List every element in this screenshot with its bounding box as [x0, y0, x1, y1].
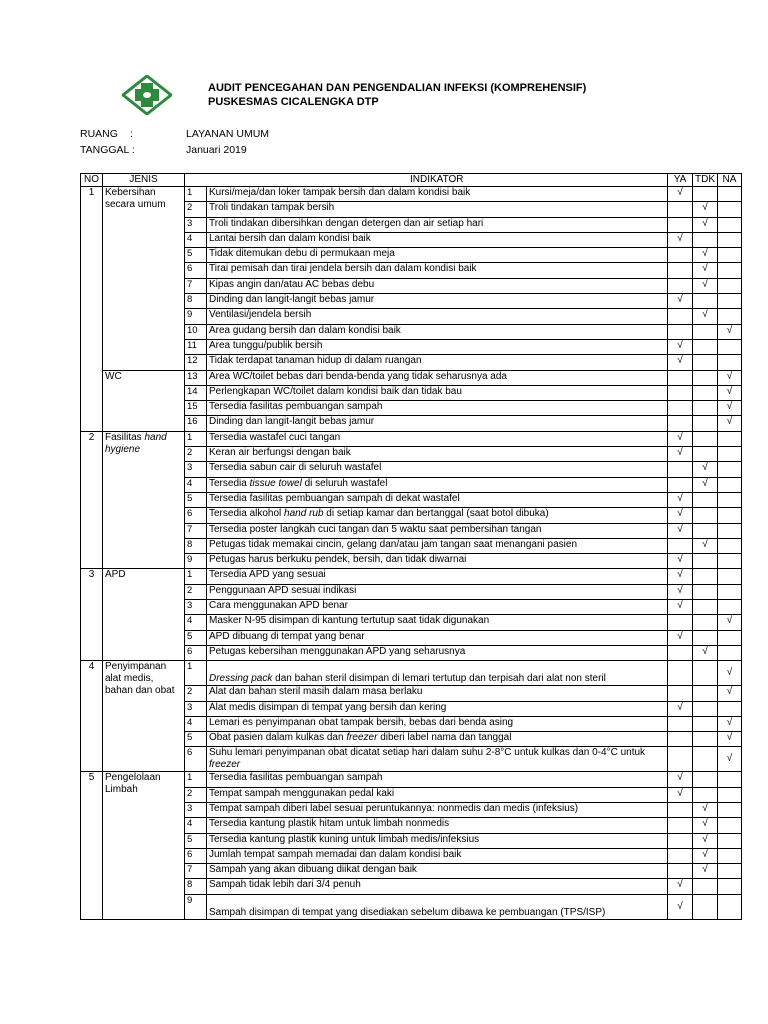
- item-number: 3: [185, 217, 207, 232]
- na-mark: √: [718, 686, 742, 701]
- item-number: 1: [185, 772, 207, 787]
- col-jenis: JENIS: [103, 174, 185, 187]
- tdk-mark: [693, 431, 718, 446]
- jenis-cell: Fasilitas hand hygiene: [103, 431, 185, 569]
- ya-mark: √: [668, 630, 693, 645]
- na-mark: [718, 431, 742, 446]
- tdk-mark: √: [693, 278, 718, 293]
- na-mark: √: [718, 416, 742, 431]
- indikator-text: Sampah tidak lebih dari 3/4 penuh: [207, 879, 668, 894]
- item-number: 11: [185, 339, 207, 354]
- tdk-mark: [693, 355, 718, 370]
- indikator-text: Tersedia alkohol hand rub di setiap kamar dan bertanggal (saat botol dibuka): [207, 508, 668, 523]
- na-mark: [718, 894, 742, 919]
- indikator-text: Area gudang bersih dan dalam kondisi baik: [207, 324, 668, 339]
- ya-mark: [668, 385, 693, 400]
- na-mark: √: [718, 401, 742, 416]
- indikator-text: Petugas tidak memakai cincin, gelang dan/atau jam tangan saat menangani pasien: [207, 538, 668, 553]
- tdk-mark: √: [693, 864, 718, 879]
- na-mark: [718, 202, 742, 217]
- tdk-mark: [693, 447, 718, 462]
- na-mark: [718, 538, 742, 553]
- na-mark: [718, 569, 742, 584]
- ya-mark: √: [668, 701, 693, 716]
- ya-mark: [668, 864, 693, 879]
- ya-mark: √: [668, 187, 693, 202]
- indikator-text: Masker N-95 disimpan di kantung tertutup saat tidak digunakan: [207, 615, 668, 630]
- tdk-mark: [693, 385, 718, 400]
- indikator-text: Suhu lemari penyimpanan obat dicatat setiap hari dalam suhu 2-8°C untuk kulkas dan 0-4°C untuk freezer: [207, 747, 668, 772]
- tdk-mark: √: [693, 645, 718, 660]
- ruang-label: RUANG: [80, 128, 118, 140]
- na-mark: [718, 447, 742, 462]
- tdk-mark: [693, 324, 718, 339]
- item-number: 2: [185, 447, 207, 462]
- na-mark: [718, 802, 742, 817]
- item-number: 8: [185, 879, 207, 894]
- indikator-text: Tempat sampah menggunakan pedal kaki: [207, 787, 668, 802]
- na-mark: [718, 248, 742, 263]
- na-mark: [718, 187, 742, 202]
- na-mark: √: [718, 732, 742, 747]
- item-number: 7: [185, 864, 207, 879]
- ruang-value: LAYANAN UMUM: [186, 128, 270, 140]
- item-number: 4: [185, 818, 207, 833]
- indikator-text: Sampah yang akan dibuang diikat dengan baik: [207, 864, 668, 879]
- tdk-mark: [693, 615, 718, 630]
- na-mark: [718, 263, 742, 278]
- table-row: [81, 772, 742, 787]
- item-number: 6: [185, 747, 207, 772]
- tdk-mark: √: [693, 802, 718, 817]
- tdk-mark: [693, 584, 718, 599]
- indikator-text: Dinding dan langit-langit bebas jamur: [207, 294, 668, 309]
- group-number: 2: [81, 431, 103, 569]
- na-mark: [718, 462, 742, 477]
- indikator-text: Lantai bersih dan dalam kondisi baik: [207, 232, 668, 247]
- table-row: [81, 661, 742, 686]
- jenis-cell: Pengelolaan Limbah: [103, 772, 185, 919]
- indikator-text: Tersedia poster langkah cuci tangan dan 5 waktu saat pembersihan tangan: [207, 523, 668, 538]
- col-ya: YA: [668, 174, 693, 187]
- ya-mark: √: [668, 339, 693, 354]
- col-na: NA: [718, 174, 742, 187]
- indikator-text: Petugas harus berkuku pendek, bersih, dan tidak diwarnai: [207, 554, 668, 569]
- indikator-text: Tersedia kantung plastik hitam untuk limbah nonmedis: [207, 818, 668, 833]
- ya-mark: [668, 747, 693, 772]
- na-mark: [718, 645, 742, 660]
- indikator-text: Tirai pemisah dan tirai jendela bersih dan dalam kondisi baik: [207, 263, 668, 278]
- indikator-text: Tidak ditemukan debu di permukaan meja: [207, 248, 668, 263]
- tdk-mark: [693, 401, 718, 416]
- ruang-colon: :: [130, 128, 133, 140]
- ya-mark: [668, 401, 693, 416]
- table-row: [81, 431, 742, 446]
- indikator-text: Tempat sampah diberi label sesuai peruntukannya: nonmedis dan medis (infeksius): [207, 802, 668, 817]
- jenis-cell: APD: [103, 569, 185, 661]
- jenis-cell: WC: [103, 370, 185, 431]
- indikator-text: APD dibuang di tempat yang benar: [207, 630, 668, 645]
- tdk-mark: √: [693, 202, 718, 217]
- tdk-mark: [693, 747, 718, 772]
- ya-mark: √: [668, 523, 693, 538]
- na-mark: [718, 584, 742, 599]
- item-number: 4: [185, 477, 207, 492]
- item-number: 2: [185, 787, 207, 802]
- col-indikator: INDIKATOR: [207, 174, 668, 187]
- indikator-text: Tersedia APD yang sesuai: [207, 569, 668, 584]
- ya-mark: [668, 278, 693, 293]
- ya-mark: [668, 661, 693, 686]
- na-mark: [718, 523, 742, 538]
- indikator-text: Alat medis disimpan di tempat yang bersih dan kering: [207, 701, 668, 716]
- na-mark: [718, 864, 742, 879]
- item-number: 9: [185, 309, 207, 324]
- indikator-text: Tersedia fasilitas pembuangan sampah di dekat wastafel: [207, 492, 668, 507]
- ya-mark: [668, 248, 693, 263]
- na-mark: [718, 217, 742, 232]
- ya-mark: [668, 848, 693, 863]
- item-number: 6: [185, 645, 207, 660]
- item-number: 8: [185, 538, 207, 553]
- na-mark: √: [718, 385, 742, 400]
- ya-mark: √: [668, 894, 693, 919]
- tdk-mark: [693, 416, 718, 431]
- item-number: 6: [185, 508, 207, 523]
- item-number: 7: [185, 523, 207, 538]
- table-row: [81, 569, 742, 584]
- na-mark: [718, 600, 742, 615]
- table-row: [81, 370, 742, 385]
- item-number: 3: [185, 701, 207, 716]
- na-mark: [718, 772, 742, 787]
- item-number: 4: [185, 232, 207, 247]
- indikator-text: Alat dan bahan steril masih dalam masa berlaku: [207, 686, 668, 701]
- ya-mark: [668, 818, 693, 833]
- jenis-cell: Penyimpanan alat medis, bahan dan obat: [103, 661, 185, 772]
- ya-mark: [668, 477, 693, 492]
- ya-mark: √: [668, 600, 693, 615]
- group-number: 3: [81, 569, 103, 661]
- item-number: 1: [185, 569, 207, 584]
- indikator-text: Jumlah tempat sampah memadai dan dalam kondisi baik: [207, 848, 668, 863]
- na-mark: √: [718, 615, 742, 630]
- ya-mark: [668, 416, 693, 431]
- indikator-text: Dressing pack dan bahan steril disimpan di lemari tertutup dan terpisah dari alat non steril: [207, 661, 668, 686]
- item-number: 15: [185, 401, 207, 416]
- ya-mark: √: [668, 554, 693, 569]
- tdk-mark: [693, 716, 718, 731]
- col-num: [185, 174, 207, 187]
- na-mark: [718, 309, 742, 324]
- na-mark: [718, 833, 742, 848]
- indikator-text: Tersedia tissue towel di seluruh wastafel: [207, 477, 668, 492]
- ya-mark: [668, 615, 693, 630]
- ya-mark: [668, 324, 693, 339]
- tdk-mark: [693, 370, 718, 385]
- item-number: 5: [185, 492, 207, 507]
- indikator-text: Penggunaan APD sesuai indikasi: [207, 584, 668, 599]
- item-number: 9: [185, 894, 207, 919]
- indikator-text: Troli tindakan tampak bersih: [207, 202, 668, 217]
- ya-mark: [668, 802, 693, 817]
- na-mark: [718, 630, 742, 645]
- group-number: 4: [81, 661, 103, 772]
- tdk-mark: [693, 661, 718, 686]
- item-number: 16: [185, 416, 207, 431]
- na-mark: [718, 477, 742, 492]
- ya-mark: [668, 217, 693, 232]
- group-number: 5: [81, 772, 103, 919]
- item-number: 2: [185, 686, 207, 701]
- tdk-mark: [693, 339, 718, 354]
- indikator-text: Petugas kebersihan menggunakan APD yang seharusnya: [207, 645, 668, 660]
- audit-body: [81, 187, 742, 920]
- tdk-mark: [693, 630, 718, 645]
- na-mark: √: [718, 747, 742, 772]
- indikator-text: Cara menggunakan APD benar: [207, 600, 668, 615]
- ya-mark: √: [668, 431, 693, 446]
- document-title: [208, 81, 586, 109]
- ya-mark: √: [668, 879, 693, 894]
- tdk-mark: [693, 879, 718, 894]
- indikator-text: Kursi/meja/dan loker tampak bersih dan dalam kondisi baik: [207, 187, 668, 202]
- ya-mark: [668, 202, 693, 217]
- tdk-mark: √: [693, 263, 718, 278]
- item-number: 1: [185, 661, 207, 686]
- tdk-mark: [693, 787, 718, 802]
- ya-mark: [668, 645, 693, 660]
- item-number: 8: [185, 294, 207, 309]
- indikator-text: Tersedia fasilitas pembuangan sampah: [207, 401, 668, 416]
- tanggal-value: Januari 2019: [186, 144, 247, 156]
- indikator-text: Tersedia wastafel cuci tangan: [207, 431, 668, 446]
- na-mark: [718, 848, 742, 863]
- tdk-mark: [693, 732, 718, 747]
- ya-mark: [668, 686, 693, 701]
- tdk-mark: √: [693, 818, 718, 833]
- jenis-cell: Kebersihan secara umum: [103, 187, 185, 371]
- tanggal-label: TANGGAL :: [80, 144, 135, 156]
- title-line-1: AUDIT PENCEGAHAN DAN PENGENDALIAN INFEKSI (KOMPREHENSIF): [208, 82, 587, 94]
- item-number: 4: [185, 615, 207, 630]
- item-number: 9: [185, 554, 207, 569]
- item-number: 5: [185, 248, 207, 263]
- indikator-text: Perlengkapan WC/toilet dalam kondisi baik dan tidak bau: [207, 385, 668, 400]
- item-number: 3: [185, 462, 207, 477]
- tdk-mark: [693, 294, 718, 309]
- indikator-text: Area tunggu/publik bersih: [207, 339, 668, 354]
- ya-mark: √: [668, 355, 693, 370]
- tdk-mark: [693, 569, 718, 584]
- item-number: 13: [185, 370, 207, 385]
- tdk-mark: √: [693, 848, 718, 863]
- ya-mark: √: [668, 232, 693, 247]
- tdk-mark: √: [693, 462, 718, 477]
- ya-mark: [668, 716, 693, 731]
- item-number: 3: [185, 600, 207, 615]
- tdk-mark: √: [693, 248, 718, 263]
- na-mark: [718, 232, 742, 247]
- item-number: 5: [185, 833, 207, 848]
- indikator-text: Tersedia fasilitas pembuangan sampah: [207, 772, 668, 787]
- na-mark: [718, 879, 742, 894]
- item-number: 4: [185, 716, 207, 731]
- ya-mark: √: [668, 294, 693, 309]
- item-number: 5: [185, 630, 207, 645]
- ya-mark: [668, 309, 693, 324]
- na-mark: [718, 818, 742, 833]
- na-mark: [718, 554, 742, 569]
- table-row: [81, 187, 742, 202]
- indikator-text: Dinding dan langit-langit bebas jamur: [207, 416, 668, 431]
- item-number: 10: [185, 324, 207, 339]
- ya-mark: [668, 263, 693, 278]
- group-number: 1: [81, 187, 103, 432]
- ya-mark: √: [668, 492, 693, 507]
- puskesmas-logo: [122, 75, 172, 115]
- na-mark: √: [718, 370, 742, 385]
- indikator-text: Sampah disimpan di tempat yang disediakan sebelum dibawa ke pembuangan (TPS/ISP): [207, 894, 668, 919]
- item-number: 2: [185, 202, 207, 217]
- col-tdk: TDK: [693, 174, 718, 187]
- ya-mark: [668, 732, 693, 747]
- indikator-text: Area WC/toilet bebas dari benda-benda yang tidak seharusnya ada: [207, 370, 668, 385]
- indikator-text: Obat pasien dalam kulkas dan freezer diberi label nama dan tanggal: [207, 732, 668, 747]
- na-mark: [718, 492, 742, 507]
- indikator-text: Ventilasi/jendela bersih: [207, 309, 668, 324]
- tdk-mark: √: [693, 833, 718, 848]
- item-number: 5: [185, 732, 207, 747]
- tdk-mark: [693, 701, 718, 716]
- na-mark: [718, 508, 742, 523]
- na-mark: [718, 278, 742, 293]
- audit-table: [80, 173, 742, 920]
- indikator-text: Lemari es penyimpanan obat tampak bersih, bebas dari benda asing: [207, 716, 668, 731]
- ya-mark: √: [668, 508, 693, 523]
- tdk-mark: [693, 508, 718, 523]
- item-number: 6: [185, 263, 207, 278]
- tdk-mark: [693, 187, 718, 202]
- item-number: 7: [185, 278, 207, 293]
- item-number: 6: [185, 848, 207, 863]
- ya-mark: [668, 462, 693, 477]
- indikator-text: Tersedia sabun cair di seluruh wastafel: [207, 462, 668, 477]
- tdk-mark: [693, 894, 718, 919]
- na-mark: [718, 294, 742, 309]
- tdk-mark: √: [693, 538, 718, 553]
- item-number: 1: [185, 187, 207, 202]
- ya-mark: [668, 833, 693, 848]
- ya-mark: [668, 370, 693, 385]
- na-mark: √: [718, 324, 742, 339]
- na-mark: [718, 701, 742, 716]
- tdk-mark: [693, 232, 718, 247]
- tdk-mark: [693, 686, 718, 701]
- item-number: 14: [185, 385, 207, 400]
- tdk-mark: [693, 772, 718, 787]
- tdk-mark: √: [693, 477, 718, 492]
- indikator-text: Troli tindakan dibersihkan dengan detergen dan air setiap hari: [207, 217, 668, 232]
- col-no: NO: [81, 174, 103, 187]
- indikator-text: Kipas angin dan/atau AC bebas debu: [207, 278, 668, 293]
- ya-mark: √: [668, 787, 693, 802]
- title-line-2: PUSKESMAS CICALENGKA DTP: [208, 96, 379, 108]
- na-mark: [718, 339, 742, 354]
- tdk-mark: [693, 600, 718, 615]
- na-mark: [718, 355, 742, 370]
- item-number: 3: [185, 802, 207, 817]
- indikator-text: Keran air berfungsi dengan baik: [207, 447, 668, 462]
- ya-mark: [668, 538, 693, 553]
- indikator-text: Tidak terdapat tanaman hidup di dalam ruangan: [207, 355, 668, 370]
- ya-mark: √: [668, 569, 693, 584]
- tdk-mark: √: [693, 217, 718, 232]
- indikator-text: Tersedia kantung plastik kuning untuk limbah medis/infeksius: [207, 833, 668, 848]
- tdk-mark: √: [693, 309, 718, 324]
- ya-mark: √: [668, 447, 693, 462]
- na-mark: [718, 787, 742, 802]
- item-number: 1: [185, 431, 207, 446]
- na-mark: √: [718, 661, 742, 686]
- item-number: 2: [185, 584, 207, 599]
- tdk-mark: [693, 492, 718, 507]
- ya-mark: √: [668, 584, 693, 599]
- tdk-mark: [693, 523, 718, 538]
- table-header-row: [81, 174, 742, 187]
- na-mark: √: [718, 716, 742, 731]
- tdk-mark: [693, 554, 718, 569]
- item-number: 12: [185, 355, 207, 370]
- ya-mark: √: [668, 772, 693, 787]
